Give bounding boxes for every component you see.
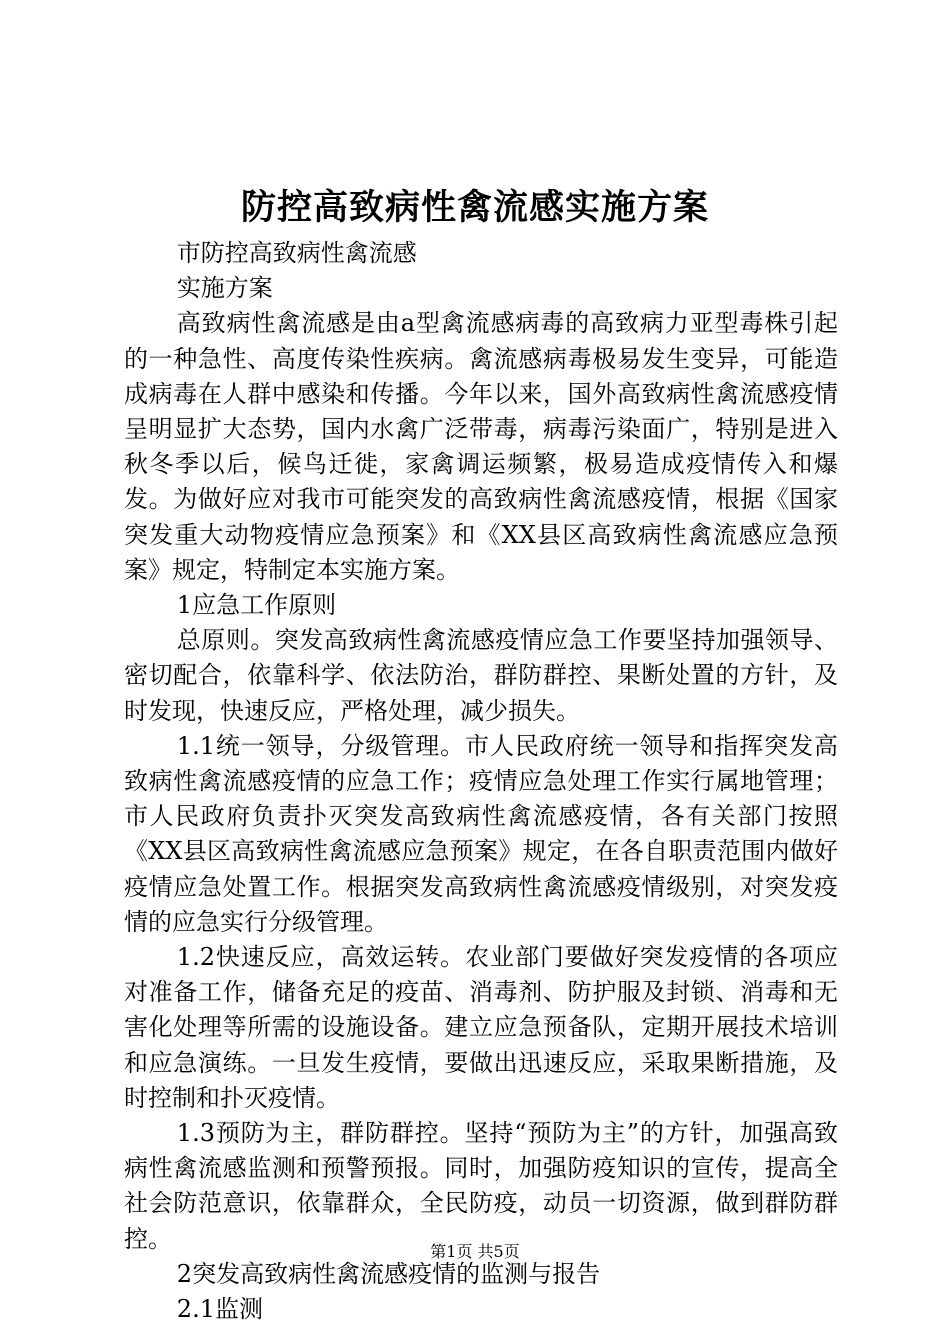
paragraph-subtitle-2: 实施方案: [176, 274, 273, 303]
document-title: 防控高致病性禽流感实施方案: [240, 187, 709, 228]
paragraph-subtitle-1: 市防控高致病性禽流感: [176, 239, 417, 267]
paragraph-1-3: 1.3预防为主，群防群控。坚持“预防为主”的方针，加强高致病性禽流感监测和预警预报。同时，加强防疫知识的宣传，提高全社会防范意识，依靠群众，全民防疫，动员一切资源，做到群防群控。: [124, 1119, 838, 1253]
section-heading-1: 1应急工作原则: [176, 591, 337, 620]
paragraph-1-1: 1.1统一领导，分级管理。市人民政府统一领导和指挥突发高致病性禽流感疫情的应急工作；疫情应急处理工作实行属地管理；市人民政府负责扑灭突发高致病性禽流感疫情，各有关部门按照《XX县区高致病性禽流感应急预案》规定，在各自职责范围内做好疫情应急处置工作。根据突发高致病性禽流感疫情级别，对突发疫情的应急实行分级管理。: [124, 731, 838, 936]
page-footer: 第1页 共5页: [430, 1242, 520, 1261]
document-body: [124, 236, 838, 1327]
section-heading-2: 2突发高致病性禽流感疫情的监测与报告: [176, 1259, 601, 1288]
paragraph-general-principle: 总原则。突发高致病性禽流感疫情应急工作要坚持加强领导、密切配合，依靠科学、依法防治，群防群控、果断处置的方针，及时发现，快速反应，严格处理，减少损失。: [124, 626, 838, 725]
paragraph-1-2: 1.2快速反应，高效运转。农业部门要做好突发疫情的各项应对准备工作，储备充足的疫苗、消毒剂、防护服及封锁、消毒和无害化处理等所需的设施设备。建立应急预备队，定期开展技术培训和应急演练。一旦发生疫情，要做出迅速反应，采取果断措施，及时控制和扑灭疫情。: [124, 943, 838, 1112]
section-heading-2-1: 2.1监测: [176, 1295, 263, 1324]
paragraph-intro: 高致病性禽流感是由a型禽流感病毒的高致病力亚型毒株引起的一种急性、高度传染性疾病。禽流感病毒极易发生变异，可能造成病毒在人群中感染和传播。今年以来，国外高致病性禽流感疫情呈明显扩大态势，国内水禽广泛带毒，病毒污染面广，特别是进入秋冬季以后，候鸟迁徙，家禽调运频繁，极易造成疫情传入和爆发。为做好应对我市可能突发的高致病性禽流感疫情，根据《国家突发重大动物疫情应急预案》和《XX县区高致病性禽流感应急预案》规定，特制定本实施方案。: [124, 309, 838, 584]
